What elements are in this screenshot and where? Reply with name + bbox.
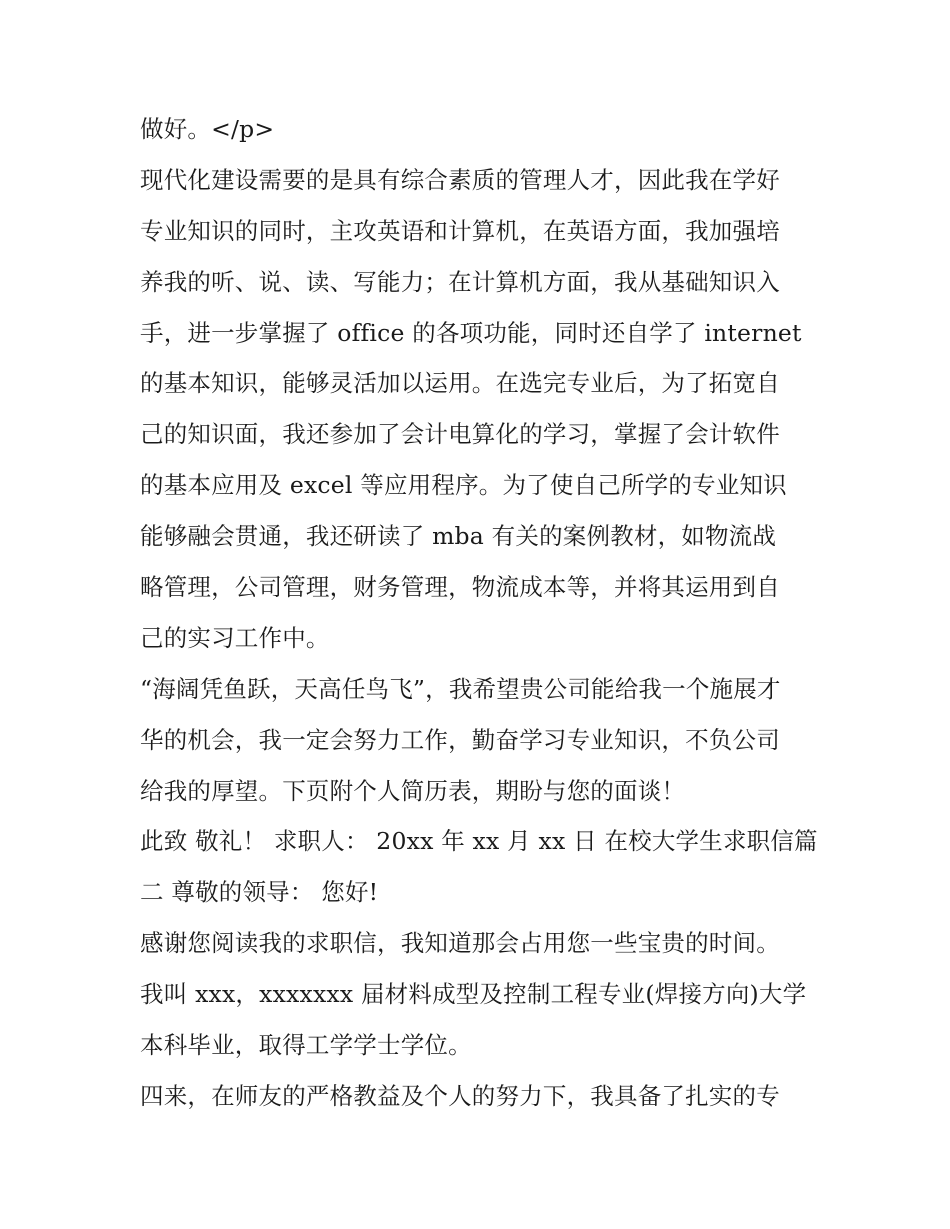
text-line: 本科毕业，取得工学学士学位。 [140,1031,472,1060]
text-line: 我叫 xxx，xxxxxxx 届材料成型及控制工程专业(焊接方向)大学 [140,980,807,1009]
text-line: 二 尊敬的领导： 您好! [140,878,379,907]
text-line: 感谢您阅读我的求职信，我知道那会占用您一些宝贵的时间。 [140,929,780,958]
text-line: 此致 敬礼！ 求职人： 20xx 年 xx 月 xx 日 在校大学生求职信篇 [140,827,818,856]
text-line: 的基本应用及 excel 等应用程序。为了使自己所学的专业知识 [140,471,787,500]
document-page [140,104,820,1122]
text-line: “海阔凭鱼跃，天高任鸟飞”，我希望贵公司能给我一个施展才 [140,674,781,703]
text-line: 己的知识面，我还参加了会计电算化的学习，掌握了会计软件 [140,420,780,449]
text-line: 能够融会贯通，我还研读了 mba 有关的案例教材，如物流战 [140,522,777,551]
text-line: 做好。</p> [140,115,275,143]
text-line: 养我的听、说、读、写能力；在计算机方面，我从基础知识入 [140,267,780,296]
text-line: 的基本知识，能够灵活加以运用。在选完专业后，为了拓宽自 [140,369,780,398]
text-line: 四来，在师友的严格教益及个人的努力下，我具备了扎实的专 [140,1081,780,1110]
text-line: 专业知识的同时，主攻英语和计算机，在英语方面，我加强培 [140,216,780,245]
text-line: 给我的厚望。下页附个人简历表，期盼与您的面谈！ [140,776,686,805]
text-line: 华的机会，我一定会努力工作，勤奋学习专业知识，不负公司 [140,725,780,754]
text-line: 己的实习工作中。 [140,623,330,652]
text-line: 手，进一步掌握了 office 的各项功能，同时还自学了 internet [140,318,802,347]
text-line: 现代化建设需要的是具有综合素质的管理人才，因此我在学好 [140,165,780,194]
text-line: 略管理，公司管理，财务管理，物流成本等，并将其运用到自 [140,573,780,602]
